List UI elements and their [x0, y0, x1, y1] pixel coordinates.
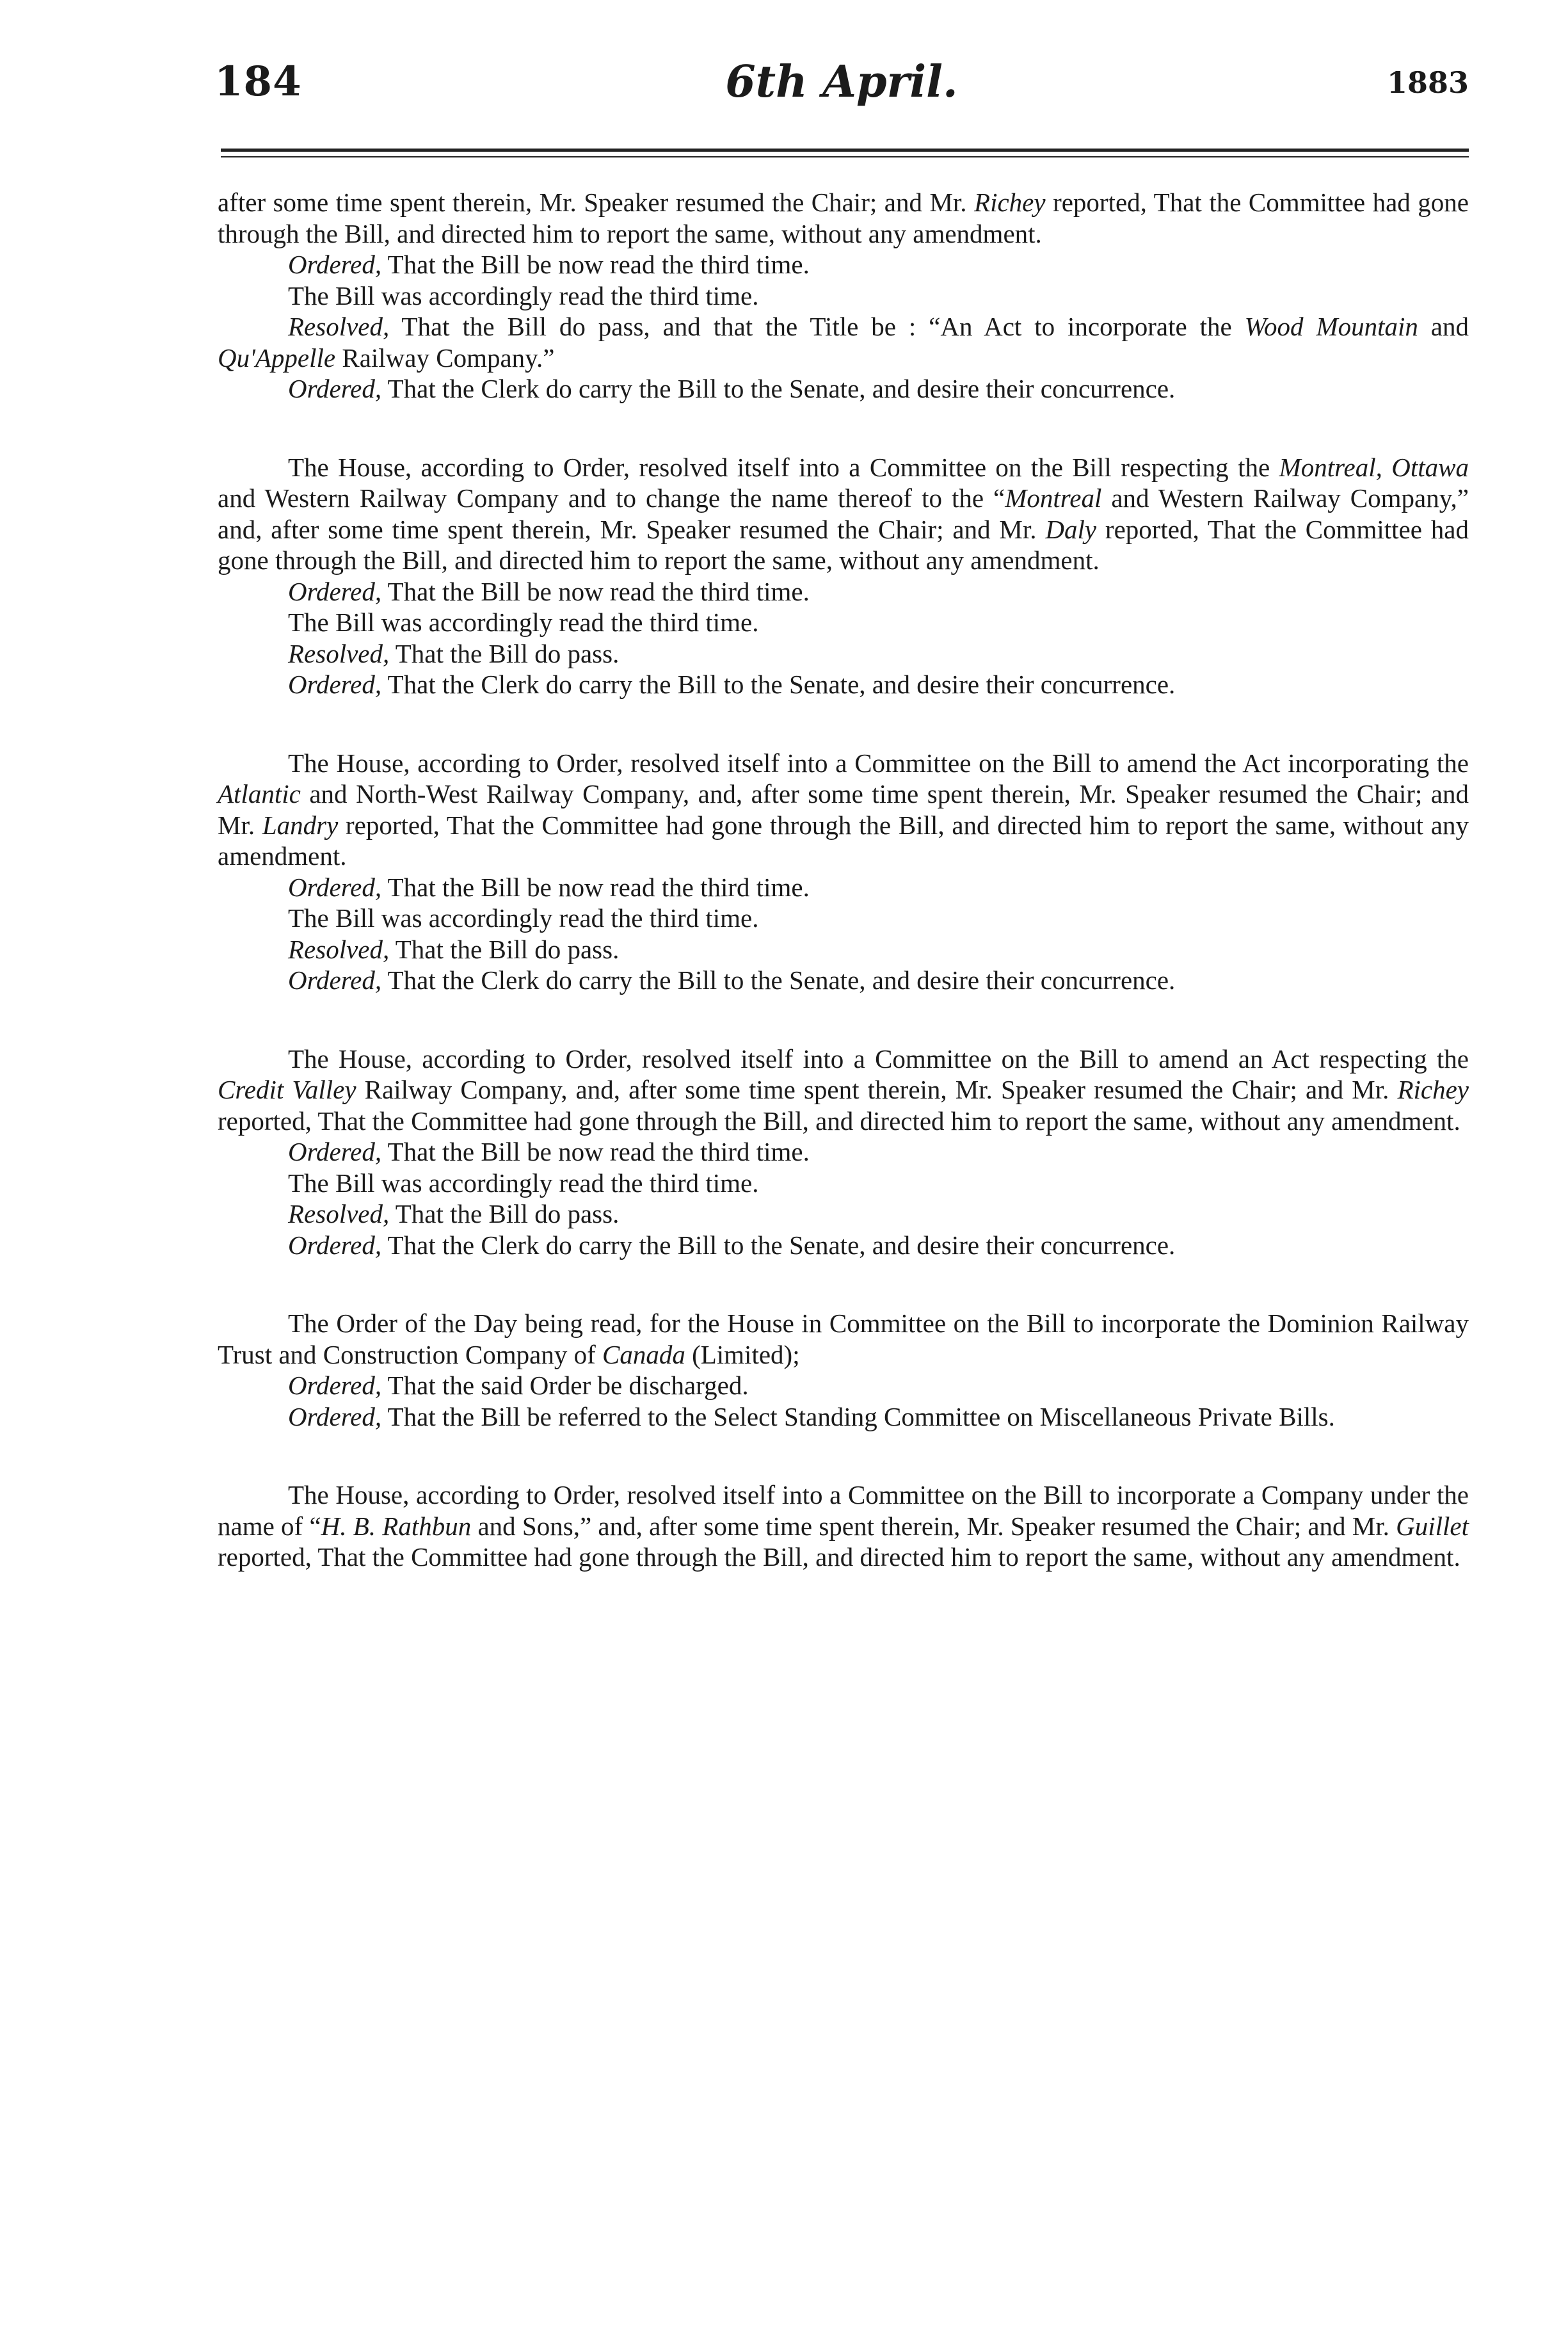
- text-run: That the Clerk do carry the Bill to the Senate, and desire their concurrence.: [381, 965, 1176, 995]
- text-run: That the Bill be now read the third time.: [381, 576, 810, 606]
- text-run: (Limited);: [685, 1339, 800, 1369]
- text-run: That the Bill do pass, and that the Title be : “An Act to incorporate the: [389, 312, 1245, 341]
- text-run: reported, That the Committee had gone through the Bill, and directed him to report the same, without any amendment.: [218, 514, 1469, 575]
- italic-run: Guillet: [1396, 1511, 1469, 1541]
- entry-order-line: [218, 1136, 1469, 1168]
- italic-run: Canada: [602, 1339, 685, 1369]
- journal-entry: [218, 452, 1469, 700]
- year: 1883: [1386, 65, 1469, 100]
- entry-order-line: [218, 965, 1469, 996]
- text-run: The House, according to Order, resolved itself into a Committee on the Bill to amend the Act incorporating the: [288, 748, 1469, 778]
- text-run: after some time spent therein, Mr. Speaker resumed the Chair; and Mr.: [218, 188, 975, 217]
- text-run: reported, That the Committee had gone through the Bill, and directed him to report the same, without any amendment.: [218, 188, 1469, 248]
- text-run: The Bill was accordingly read the third time.: [288, 903, 759, 933]
- entry-order-line: [218, 576, 1469, 608]
- running-title: 6th April.: [725, 56, 958, 108]
- entry-paragraph: [218, 452, 1469, 576]
- italic-run: Wood Mountain: [1244, 312, 1418, 341]
- entry-order-line: [218, 638, 1469, 670]
- italic-run: Resolved,: [288, 638, 390, 668]
- italic-run: Daly: [1045, 514, 1097, 544]
- text-run: That the Bill do pass.: [389, 638, 620, 668]
- italic-run: Richey: [974, 188, 1046, 217]
- italic-run: Resolved,: [288, 1199, 390, 1228]
- journal-body: [218, 187, 1469, 1620]
- italic-run: Ordered,: [288, 1401, 382, 1431]
- italic-run: Credit Valley: [218, 1075, 356, 1104]
- text-run: The House, according to Order, resolved itself into a Committee on the Bill to incorporate a Company under the name of “: [218, 1480, 1469, 1541]
- text-run: The Order of the Day being read, for the House in Committee on the Bill to incorporate the Dominion Railway Trust and Construction Company of: [218, 1308, 1469, 1369]
- italic-run: Ordered,: [288, 1371, 382, 1400]
- italic-run: Ordered,: [288, 576, 382, 606]
- journal-entry: [218, 748, 1469, 996]
- text-run: reported, That the Committee had gone through the Bill, and directed him to report the same, without any amendment.: [218, 1106, 1460, 1136]
- text-run: The Bill was accordingly read the third time.: [288, 1168, 759, 1198]
- text-run: That the said Order be discharged.: [381, 1371, 749, 1400]
- entry-paragraph: [218, 1043, 1469, 1137]
- text-run: That the Bill be now read the third time.: [381, 250, 810, 279]
- text-run: and Sons,” and, after some time spent therein, Mr. Speaker resumed the Chair; and Mr.: [471, 1511, 1396, 1541]
- text-run: That the Bill be now read the third time.: [381, 872, 810, 902]
- entry-paragraph: [218, 1479, 1469, 1573]
- header-rule-thin: [221, 156, 1469, 157]
- journal-entry: [218, 1479, 1469, 1573]
- italic-run: Ordered,: [288, 1137, 382, 1166]
- entry-paragraph: [218, 187, 1469, 249]
- entry-order-line: [218, 1370, 1469, 1401]
- italic-run: Ordered,: [288, 250, 382, 279]
- header-rule-thick: [221, 149, 1469, 152]
- text-run: reported, That the Committee had gone through the Bill, and directed him to report the same, without any amendment.: [218, 1542, 1460, 1572]
- journal-entry: [218, 1308, 1469, 1432]
- italic-run: Ordered,: [288, 872, 382, 902]
- text-run: That the Bill be referred to the Select Standing Committee on Miscellaneous Private Bills.: [381, 1401, 1335, 1431]
- italic-run: Atlantic: [218, 779, 301, 809]
- text-run: That the Clerk do carry the Bill to the Senate, and desire their concurrence.: [381, 374, 1176, 403]
- text-run: That the Bill be now read the third time.: [381, 1137, 810, 1166]
- entry-paragraph: [218, 748, 1469, 872]
- italic-run: Ordered,: [288, 965, 382, 995]
- text-run: Railway Company, and, after some time spent therein, Mr. Speaker resumed the Chair; and Mr.: [356, 1075, 1398, 1104]
- entry-order-line: [218, 1230, 1469, 1261]
- journal-entry: [218, 1043, 1469, 1261]
- text-run: That the Bill do pass.: [389, 1199, 620, 1228]
- journal-entry: [218, 187, 1469, 405]
- entry-order-line: [218, 1198, 1469, 1230]
- italic-run: Resolved,: [288, 934, 390, 964]
- text-run: The House, according to Order, resolved itself into a Committee on the Bill to amend an Act respecting the: [288, 1043, 1469, 1074]
- entry-order-line: [218, 280, 1469, 312]
- page-header: [214, 45, 1469, 115]
- text-run: That the Bill do pass.: [389, 934, 620, 964]
- entry-order-line: [218, 311, 1469, 373]
- page-number: 184: [214, 58, 302, 106]
- text-run: The Bill was accordingly read the third time.: [288, 280, 759, 310]
- text-run: That the Clerk do carry the Bill to the Senate, and desire their concurrence.: [381, 1230, 1176, 1260]
- text-run: reported, That the Committee had gone through the Bill, and directed him to report the same, without any amendment.: [218, 810, 1469, 871]
- italic-run: Ordered,: [288, 374, 382, 403]
- italic-run: Ordered,: [288, 1230, 382, 1260]
- entry-order-line: [218, 1401, 1469, 1433]
- text-run: and: [1418, 312, 1469, 341]
- entry-order-line: [218, 607, 1469, 638]
- italic-run: Montreal: [1005, 483, 1102, 513]
- text-run: That the Clerk do carry the Bill to the Senate, and desire their concurrence.: [381, 670, 1176, 699]
- italic-run: Ordered,: [288, 670, 382, 699]
- entry-order-line: [218, 1168, 1469, 1199]
- entry-order-line: [218, 249, 1469, 280]
- entry-order-line: [218, 373, 1469, 405]
- text-run: and Western Railway Company and to change the name thereof to the “: [218, 483, 1005, 513]
- italic-run: H. B. Rathbun: [321, 1511, 472, 1541]
- entry-order-line: [218, 669, 1469, 700]
- entry-order-line: [218, 903, 1469, 934]
- italic-run: Resolved,: [288, 312, 390, 341]
- italic-run: Montreal, Ottawa: [1279, 452, 1469, 482]
- text-run: The Bill was accordingly read the third time.: [288, 608, 759, 637]
- entry-order-line: [218, 872, 1469, 903]
- italic-run: Landry: [262, 810, 339, 840]
- entry-order-line: [218, 934, 1469, 965]
- entry-paragraph: [218, 1308, 1469, 1370]
- text-run: and North-West Railway Company, and, after some time spent therein, Mr. Speaker resumed the Chair; and Mr.: [218, 779, 1469, 840]
- text-run: Railway Company.”: [335, 342, 555, 373]
- text-run: The House, according to Order, resolved itself into a Committee on the Bill respecting the: [288, 452, 1279, 482]
- italic-run: Richey: [1397, 1075, 1469, 1104]
- text-run: and Western Railway Company,” and, after some time spent therein, Mr. Speaker resumed the Chair; and Mr.: [218, 483, 1469, 544]
- italic-run: Qu'Appelle: [218, 342, 336, 373]
